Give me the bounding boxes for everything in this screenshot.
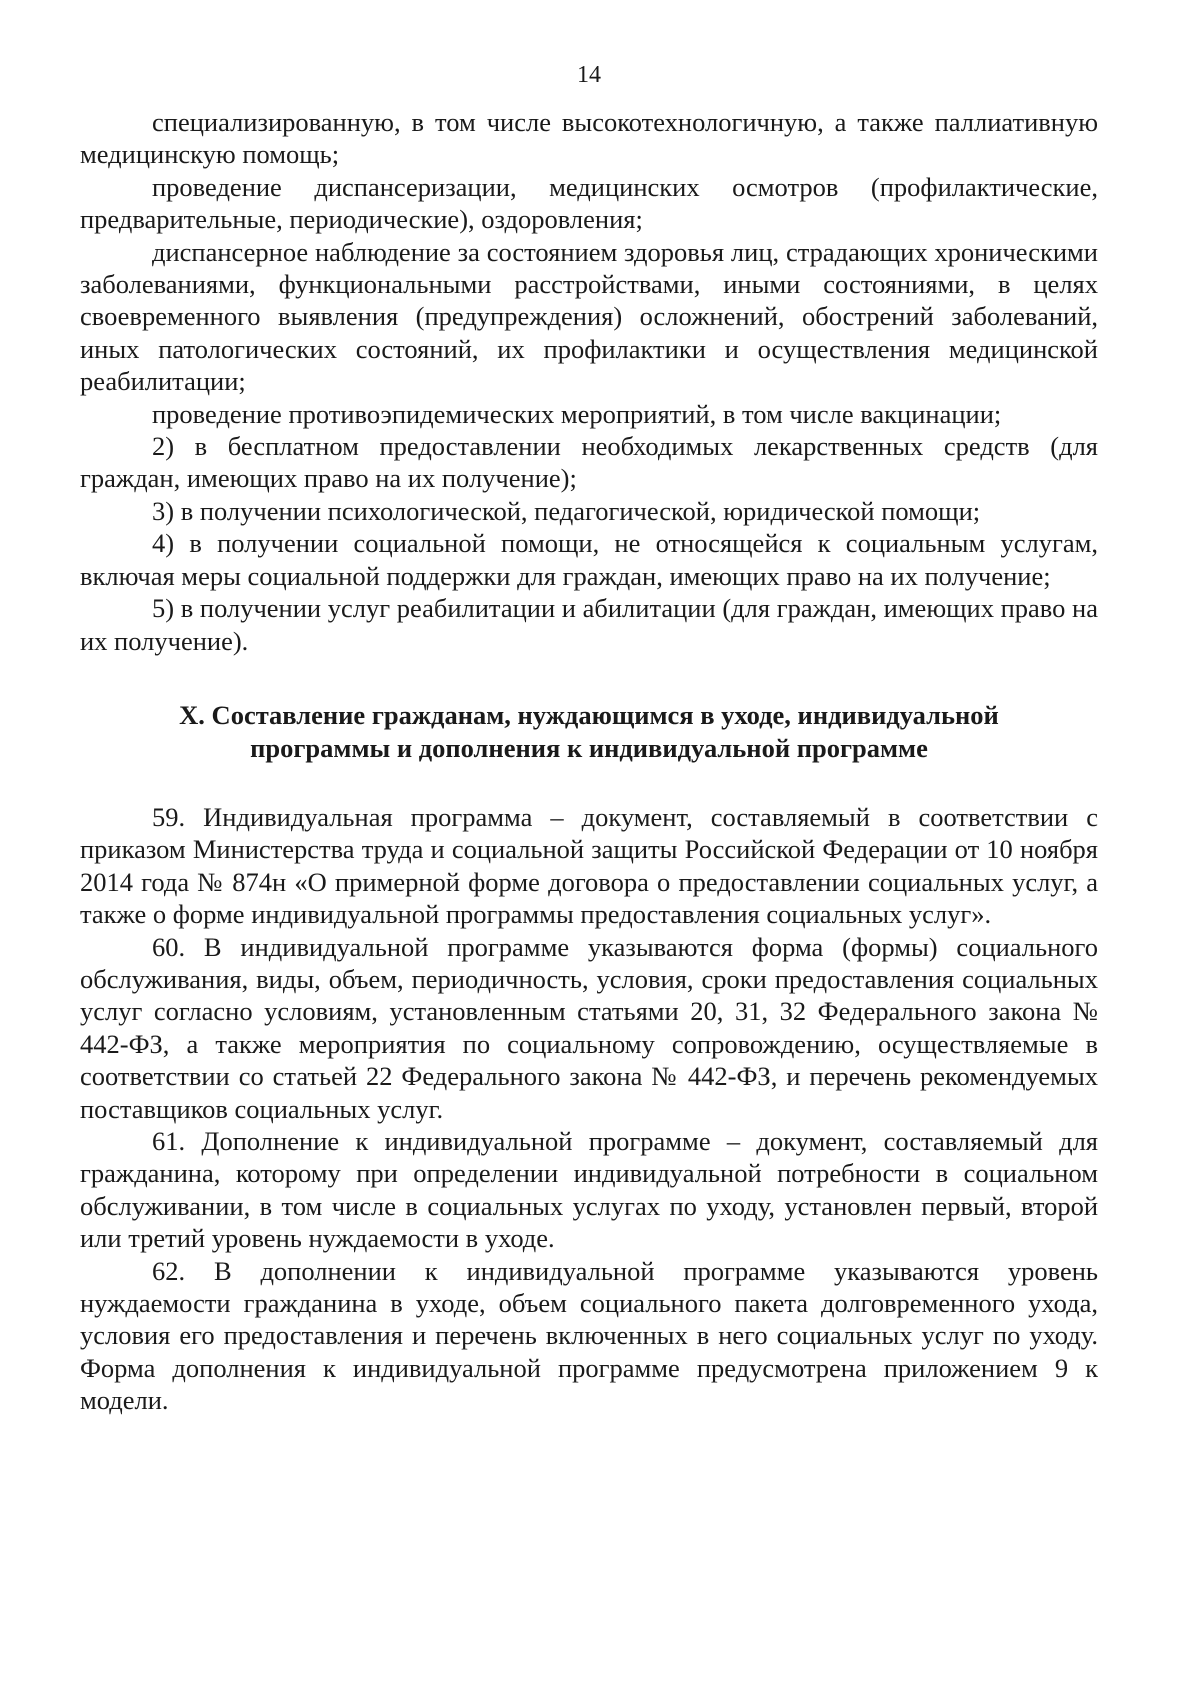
paragraphs-after [80, 801, 1098, 1417]
paragraphs-before [80, 106, 1098, 657]
paragraph: диспансерное наблюдение за состоянием здоровья лиц, страдающих хроническими заболеваниями, функциональными расстройствами, иными состояниями, в целях своевременного выявления (предупреждения) осложнений, обострений заболеваний, иных патологических состояний, их профилактики и осуществления медицинской реабилитации; [80, 236, 1098, 397]
section-heading-line-2: программы и дополнения к индивидуальной программе [250, 732, 928, 763]
clause-61: 61. Дополнение к индивидуальной программе – документ, составляемый для гражданина, которому при определении индивидуальной потребности в социальном обслуживании, в том числе в социальных услугах по уходу, установлен первый, второй или третий уровень нуждаемости в уходе. [80, 1125, 1098, 1254]
section-heading-line-1: X. Составление гражданам, нуждающимся в уходе, индивидуальной [179, 699, 999, 730]
clause-60: 60. В индивидуальной программе указываются форма (формы) социального обслуживания, виды, объем, периодичность, условия, сроки предоставления социальных услуг согласно условиям, установленным статьями 20, 31, 32 Федерального закона № 442-ФЗ, а также мероприятия по социальному сопровождению, осуществляемые в соответствии со статьей 22 Федерального закона № 442-ФЗ, и перечень рекомендуемых поставщиков социальных услуг. [80, 931, 1098, 1124]
section-heading [80, 699, 1098, 765]
clause-62: 62. В дополнении к индивидуальной программе указываются уровень нуждаемости гражданина в уходе, объем социального пакета долговременного ухода, условия его предоставления и перечень включенных в него социальных услуг по уходу. Форма дополнения к индивидуальной программе предусмотрена приложением 9 к модели. [80, 1255, 1098, 1416]
clause-59: 59. Индивидуальная программа – документ, составляемый в соответствии с приказом Министерства труда и социальной защиты Российской Федерации от 10 ноября 2014 года № 874н «О примерной форме договора о предоставлении социальных услуг, а также о форме индивидуальной программы предоставления социальных услуг». [80, 801, 1098, 930]
paragraph: специализированную, в том числе высокотехнологичную, а также паллиативную медицинскую помощь; [80, 107, 1098, 170]
list-item-5: 5) в получении услуг реабилитации и абилитации (для граждан, имеющих право на их получение). [80, 593, 1098, 656]
list-item-4: 4) в получении социальной помощи, не относящейся к социальным услугам, включая меры социальной поддержки для граждан, имеющих право на их получение; [80, 528, 1098, 591]
page-number: 14 [577, 62, 601, 88]
paragraph: проведение противоэпидемических мероприятий, в том числе вакцинации; [152, 398, 1002, 429]
paragraph: проведение диспансеризации, медицинских осмотров (профилактические, предварительные, периодические), оздоровления; [80, 171, 1098, 235]
list-item-3: 3) в получении психологической, педагогической, юридической помощи; [152, 495, 981, 526]
list-item-2: 2) в бесплатном предоставлении необходимых лекарственных средств (для граждан, имеющих право на их получение); [80, 431, 1098, 494]
document-page [80, 60, 1098, 1417]
